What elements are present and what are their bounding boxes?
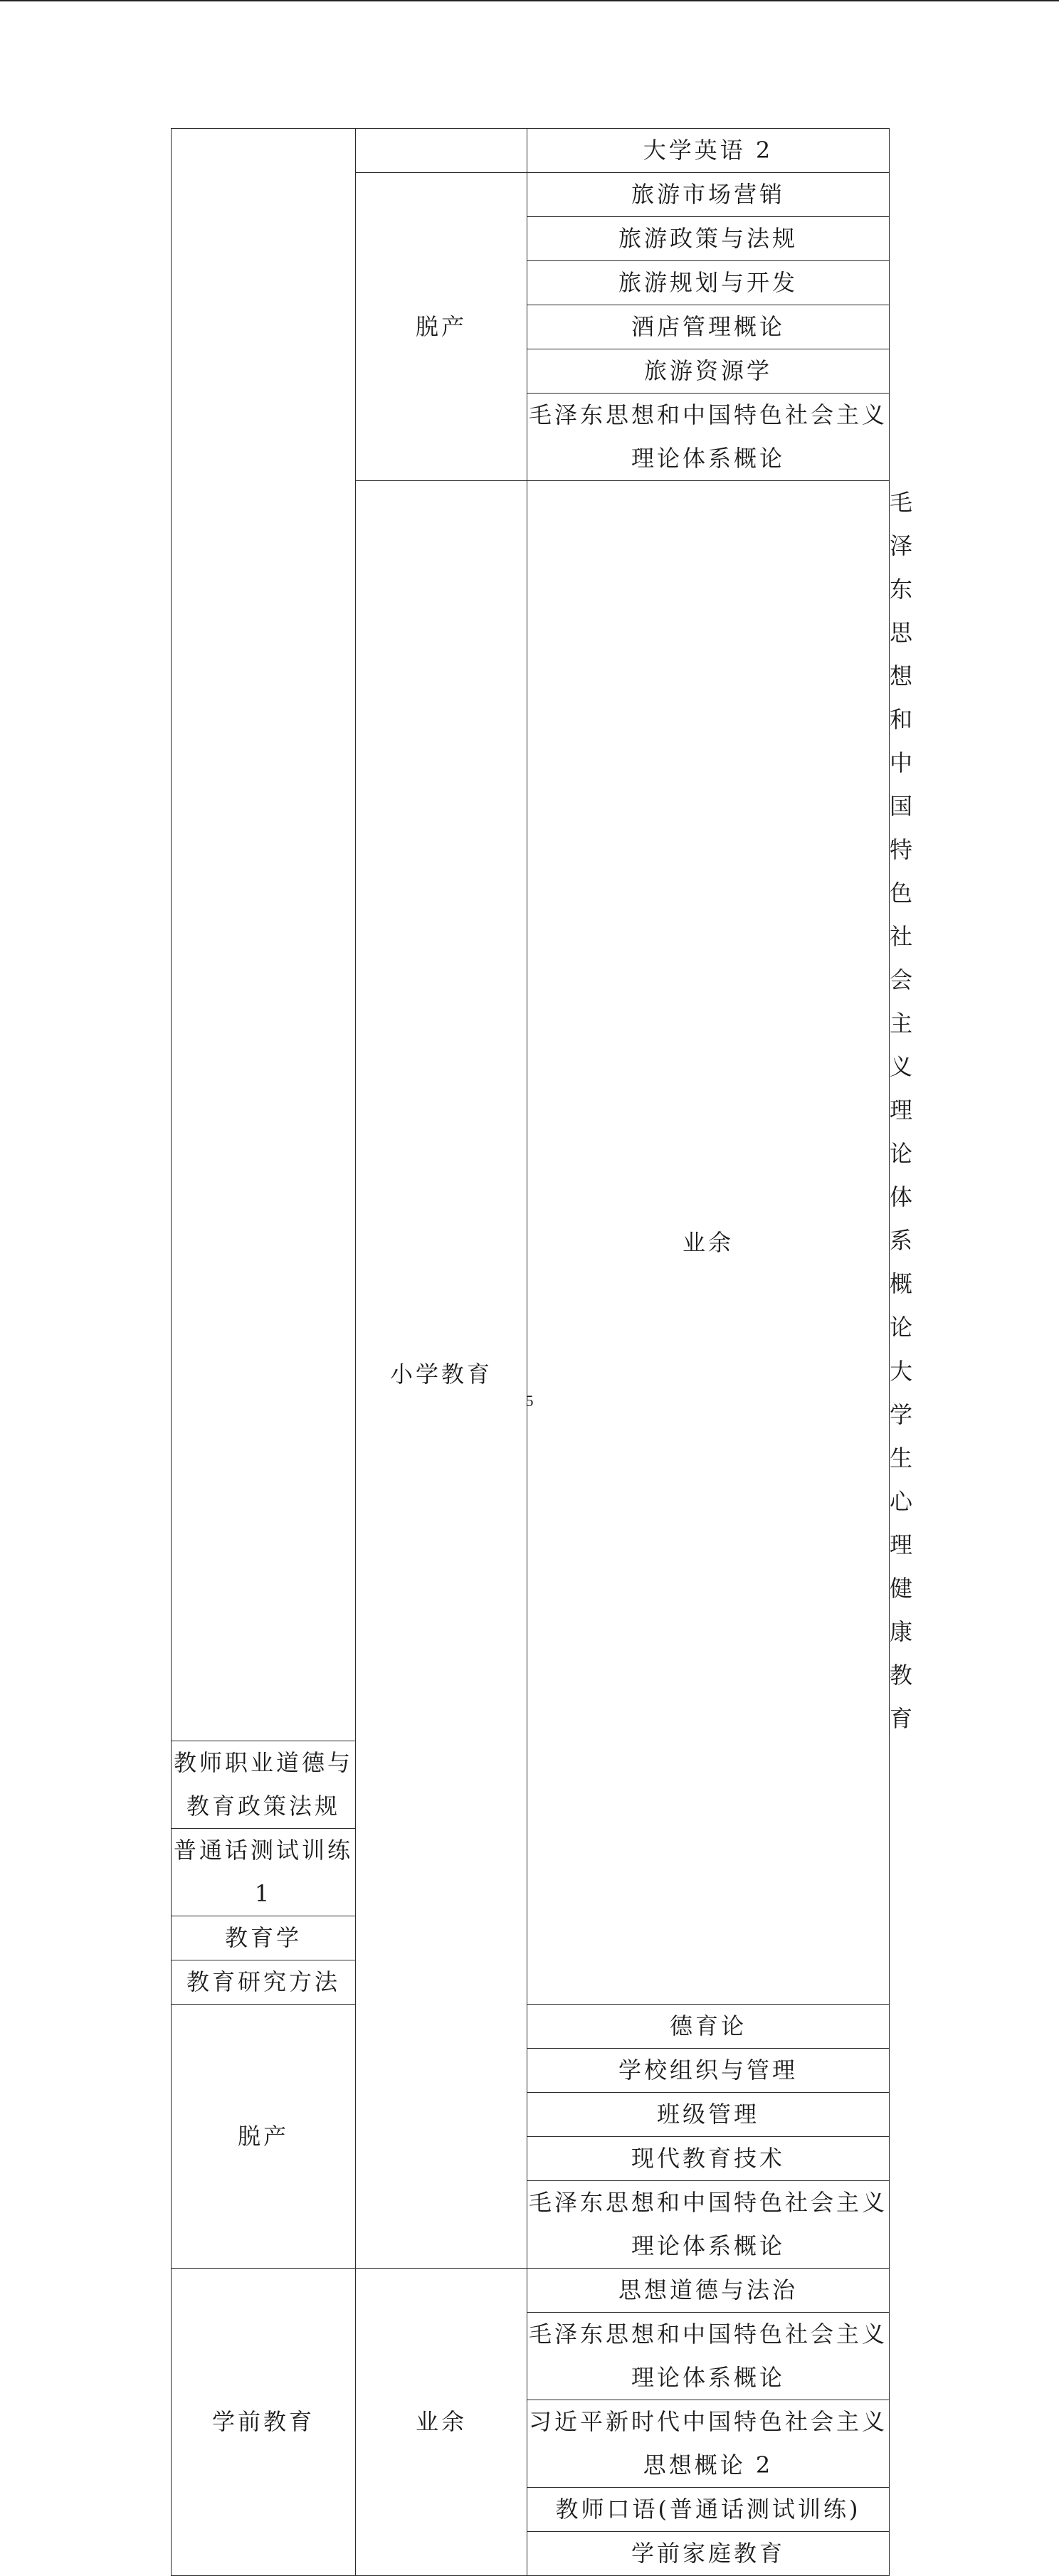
table-row: 大学生心理健康教育 xyxy=(890,1358,916,1732)
mode-cell: 业余 xyxy=(356,2269,527,2576)
course-cell: 酒店管理概论 xyxy=(527,305,890,349)
course-cell: 德育论 xyxy=(527,2005,890,2049)
course-cell: 班级管理 xyxy=(527,2093,890,2137)
course-cell: 学校组织与管理 xyxy=(527,2049,890,2093)
course-cell: 毛泽东思想和中国特色社会主义理论体系概论 xyxy=(527,2313,890,2400)
course-cell: 教师职业道德与教育政策法规 xyxy=(172,1741,356,1829)
course-cell: 教师口语(普通话测试训练) xyxy=(527,2488,890,2532)
course-cell: 旅游资源学 xyxy=(527,349,890,394)
mode-cell: 脱产 xyxy=(172,2005,356,2269)
course-cell: 习近平新时代中国特色社会主义思想概论 2 xyxy=(527,2400,890,2488)
course-cell: 学前家庭教育 xyxy=(527,2532,890,2576)
table-row: 小学教育 业余 毛泽东思想和中国特色社会主义理论体系概论 xyxy=(172,481,890,1350)
top-border-line xyxy=(0,0,1059,1)
course-cell: 普通话测试训练 1 xyxy=(172,1829,356,1916)
course-cell: 毛泽东思想和中国特色社会主义理论体系概论 xyxy=(527,394,890,481)
major-cell: 学前教育 xyxy=(172,2269,356,2576)
mode-cell xyxy=(356,129,527,173)
table-row xyxy=(172,2269,890,2313)
course-cell: 思想道德与法治 xyxy=(527,2269,890,2313)
page-number: 5 xyxy=(525,1392,534,1410)
course-cell: 大学英语 2 xyxy=(527,129,890,173)
course-cell: 旅游规划与开发 xyxy=(527,261,890,305)
course-cell: 旅游政策与法规 xyxy=(527,217,890,261)
course-table xyxy=(171,128,916,2576)
course-cell: 教育研究方法 xyxy=(172,1960,356,2005)
major-cell xyxy=(172,129,356,1741)
table-row xyxy=(172,129,890,173)
course-cell: 教育学 xyxy=(172,1916,356,1960)
course-cell: 现代教育技术 xyxy=(527,2137,890,2181)
major-cell: 小学教育 xyxy=(356,481,527,2269)
course-cell: 旅游市场营销 xyxy=(527,173,890,217)
table-row xyxy=(172,2005,890,2049)
course-cell: 毛泽东思想和中国特色社会主义理论体系概论 xyxy=(527,2181,890,2269)
mode-cell: 业余 xyxy=(527,481,890,2005)
mode-cell: 脱产 xyxy=(356,173,527,481)
